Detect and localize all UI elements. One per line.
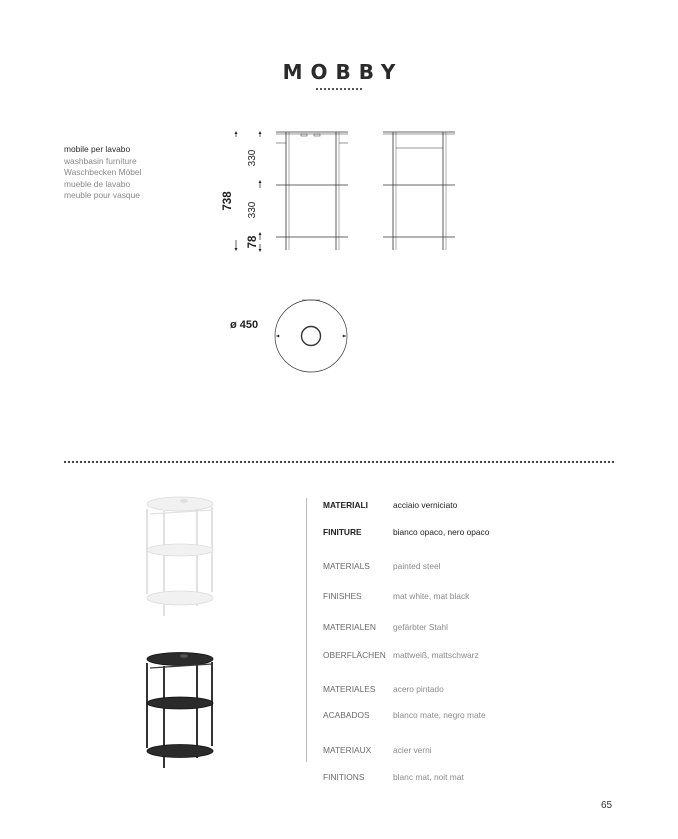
spec-value: gefärbter Stahl <box>393 622 448 632</box>
description-it: mobile per lavabo <box>64 144 131 154</box>
spec-value: blanc mat, noit mat <box>393 772 464 782</box>
spec-value: mat white, mat black <box>393 591 470 601</box>
spec-key: MATERIALES <box>323 684 376 694</box>
section-divider <box>64 461 614 463</box>
side-elevation <box>383 132 455 250</box>
spec-key: FINITIONS <box>323 772 365 782</box>
dim-diameter: ø 450 <box>230 319 259 331</box>
spec-value: bianco opaco, nero opaco <box>393 527 490 537</box>
description-de: Waschbecken Möbel <box>64 167 142 178</box>
spec-key: MATERIALI <box>323 500 368 510</box>
spec-key: MATERIAUX <box>323 745 372 755</box>
dim-total-height: 738 <box>222 191 234 211</box>
page-title: MOBBY <box>282 60 404 84</box>
spec-value: painted steel <box>393 561 441 571</box>
dim-middle-segment: 330 <box>247 201 258 219</box>
black-product-image <box>140 650 230 770</box>
description-en: washbasin furniture <box>64 155 137 166</box>
spec-key: OBERFLÄCHEN <box>323 650 386 660</box>
spec-value: blanco mate, negro mate <box>393 710 486 720</box>
white-product-image <box>140 494 230 624</box>
spec-value: acero pintado <box>393 684 444 694</box>
dim-lower-segment: 78 <box>247 235 259 249</box>
front-elevation <box>276 132 348 250</box>
spec-key: ACABADOS <box>323 710 370 720</box>
spec-divider <box>306 498 307 762</box>
spec-value: acier verni <box>393 745 432 755</box>
spec-value: acciaio verniciato <box>393 500 458 510</box>
spec-value: mattweiß, mattschwarz <box>393 650 479 660</box>
spec-key: FINITURE <box>323 527 362 537</box>
page-number: 65 <box>601 800 613 811</box>
description-fr: meuble pour vasque <box>64 190 140 201</box>
plan-view <box>275 300 347 372</box>
spec-key: MATERIALS <box>323 561 370 571</box>
spec-key: FINISHES <box>323 591 362 601</box>
spec-key: MATERIALEN <box>323 622 376 632</box>
dimension-lines <box>235 131 262 252</box>
dim-upper-segment: 330 <box>247 149 258 167</box>
description-es: mueble de lavabo <box>64 178 131 189</box>
